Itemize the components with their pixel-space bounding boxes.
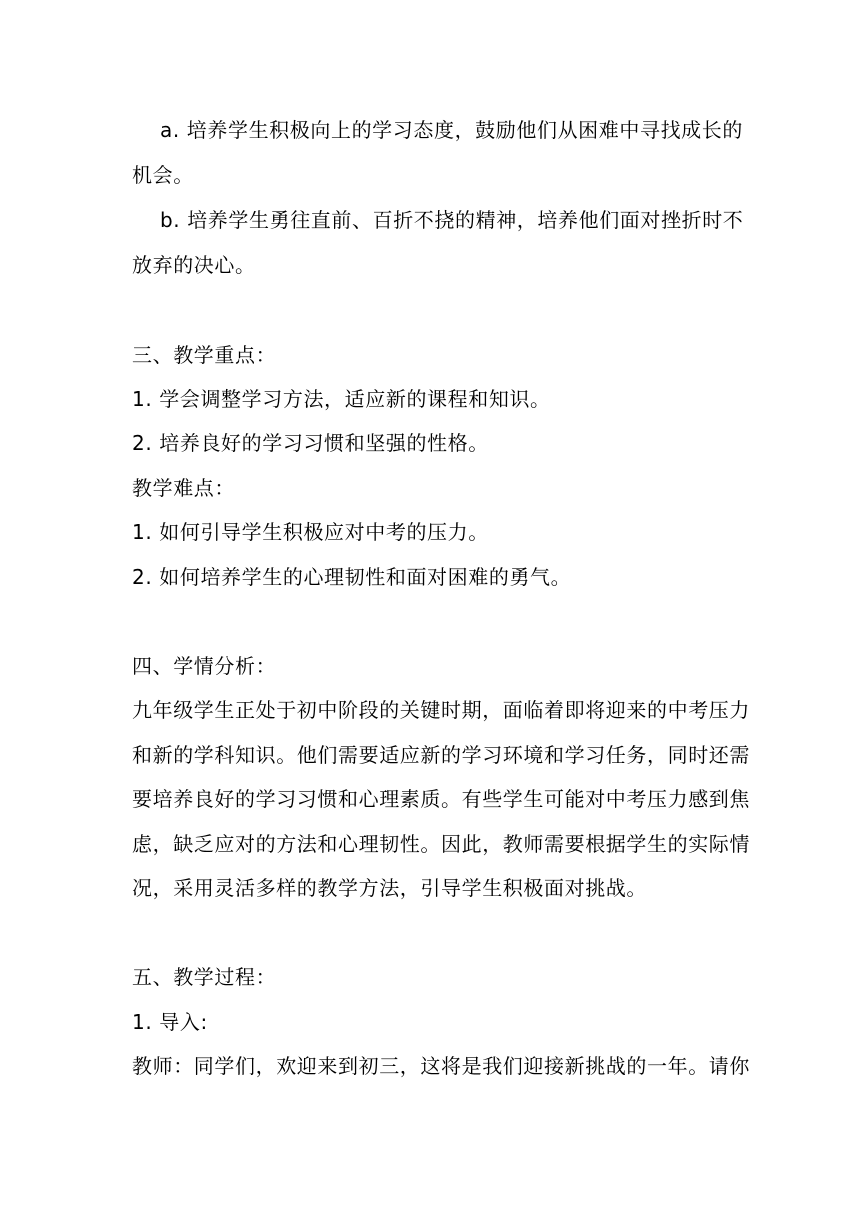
objective-a-line-1: a. 培养学生积极向上的学习态度，鼓励他们从困难中寻找成长的 xyxy=(160,118,743,142)
key-points-heading: 三、教学重点： xyxy=(132,343,277,367)
analysis-heading: 四、学情分析： xyxy=(132,654,277,678)
key-point-item: 1. 学会调整学习方法，适应新的课程和知识。 xyxy=(132,387,551,411)
analysis-paragraph-line: 要培养良好的学习习惯和心理素质。有些学生可能对中考压力感到焦 xyxy=(132,787,750,811)
difficulties-heading: 教学难点： xyxy=(132,476,235,500)
analysis-paragraph-line: 虑，缺乏应对的方法和心理韧性。因此，教师需要根据学生的实际情 xyxy=(132,832,750,856)
objective-b-line-1: b. 培养学生勇往直前、百折不挠的精神，培养他们面对挫折时不 xyxy=(160,208,744,232)
analysis-paragraph-line: 九年级学生正处于初中阶段的关键时期，面临着即将迎来的中考压力 xyxy=(132,698,750,722)
key-point-item: 2. 培养良好的学习习惯和坚强的性格。 xyxy=(132,431,489,455)
teacher-dialogue-line: 教师：同学们，欢迎来到初三，这将是我们迎接新挑战的一年。请你 xyxy=(132,1054,750,1078)
difficulty-item: 2. 如何培养学生的心理韧性和面对困难的勇气。 xyxy=(132,565,572,589)
analysis-paragraph-line: 和新的学科知识。他们需要适应新的学习环境和学习任务，同时还需 xyxy=(132,743,750,767)
difficulty-item: 1. 如何引导学生积极应对中考的压力。 xyxy=(132,520,489,544)
process-step-1: 1. 导入: xyxy=(132,1010,208,1034)
process-heading: 五、教学过程： xyxy=(132,965,277,989)
analysis-paragraph-line: 况，采用灵活多样的教学方法，引导学生积极面对挑战。 xyxy=(132,876,647,900)
objective-b-line-2: 放弃的决心。 xyxy=(132,253,256,277)
objective-a-line-2: 机会。 xyxy=(132,163,194,187)
